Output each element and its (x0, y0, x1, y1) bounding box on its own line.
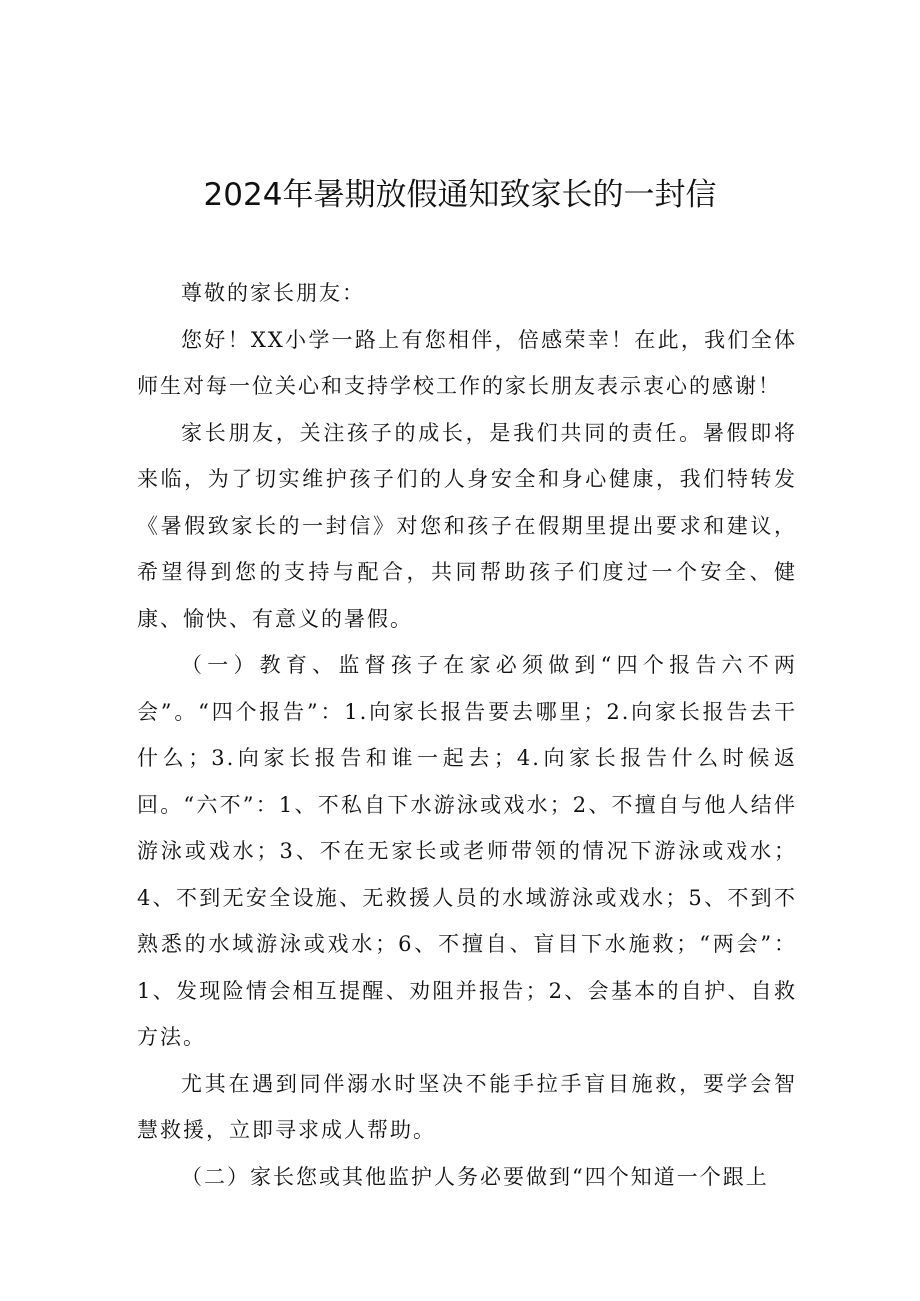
paragraph-greeting: 您好！XX小学一路上有您相伴，倍感荣幸！在此，我们全体师生对每一位关心和支持学校工作的家长朋友表示衷心的感谢！ (137, 327, 797, 398)
document-title: 2024年暑期放假通知致家长的一封信 (203, 177, 717, 213)
paragraph-section-1: （一）教育、监督孩子在家必须做到“四个报告六不两会”。“四个报告”：1.向家长报告要去哪里；2.向家长报告去干什么；3.向家长报告和谁一起去；4.向家长报告什么时候返回。“六不”：1、不私自下水游泳或戏水；2、不擅自与他人结伴游泳或戏水；3、不在无家长或老师带领的情况下游泳或戏水；4、不到无安全设施、无救援人员的水域游泳或戏水；5、不到不熟悉的水域游泳或戏水；6、不擅自、盲目下水施救；“两会”：1、发现险情会相互提醒、劝阻并报告；2、会基本的自护、自救方法。 (137, 653, 797, 1049)
letter-body (137, 270, 797, 1200)
paragraph-rescue-note: 尤其在遇到同伴溺水时坚决不能手拉手盲目施救，要学会智慧救援，立即寻求成人帮助。 (137, 1071, 797, 1142)
salutation: 尊敬的家长朋友： (181, 281, 365, 305)
paragraph-purpose: 家长朋友，关注孩子的成长，是我们共同的责任。暑假即将来临，为了切实维护孩子们的人身安全和身心健康，我们特转发《暑假致家长的一封信》对您和孩子在假期里提出要求和建议，希望得到您的支持与配合，共同帮助孩子们度过一个安全、健康、愉快、有意义的暑假。 (137, 420, 797, 631)
paragraph-section-2: （二）家长您或其他监护人务必要做到“四个知道一个跟上 (181, 1164, 769, 1189)
